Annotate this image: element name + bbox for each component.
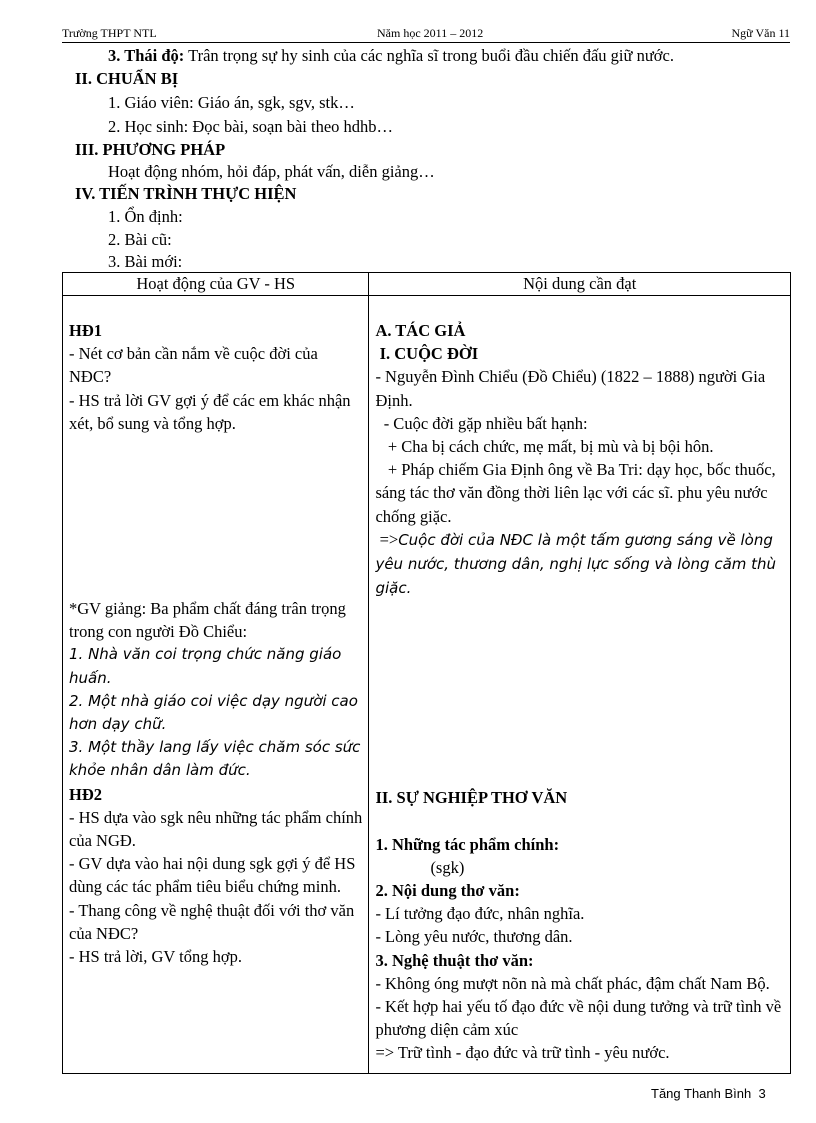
hd2-item-c: - Thang công về nghệ thuật đối với thơ văn của NĐC? <box>69 900 355 943</box>
cuoc-doi-heading: I. CUỘC ĐỜI <box>375 344 479 364</box>
cuoc-doi-summary <box>375 528 784 601</box>
noi-dung-2: - Lòng yêu nước, thương dân. <box>375 927 573 947</box>
page-header <box>62 24 790 43</box>
nghe-thuat-1: - Không óng mượt nõn nà mà chất phác, đậm chất Nam Bộ. <box>375 973 770 993</box>
nghe-thuat-2: - Kết hợp hai yếu tố đạo đức về nội dung tưởng và trữ tình về phương diện cảm xúc <box>375 997 782 1040</box>
heading-chuan-bi: II. CHUẨN BỊ <box>75 69 179 88</box>
noi-dung-heading: 2. Nội dung thơ văn: <box>375 881 520 901</box>
hd2-item-a: - HS dựa vào sgk nêu những tác phẩm chính của NGĐ. <box>69 807 363 851</box>
hd1-instruction: - HS trả lời GV gợi ý để các em khác nhận xét, bổ sung và tổng hợp. <box>69 390 351 433</box>
table-body-row <box>63 296 791 1074</box>
su-nghiep-heading: II. SỰ NGHIỆP THƠ VĂN <box>375 788 568 808</box>
col-header-content: Nội dung cần đạt <box>369 273 791 296</box>
bai-moi: 3. Bài mới: <box>108 252 183 271</box>
nghe-thuat-heading: 3. Nghệ thuật thơ văn: <box>375 950 534 970</box>
chuan-bi-gv: 1. Giáo viên: Giáo án, sgk, sgv, stk… <box>108 93 355 112</box>
tac-pham-heading: 1. Những tác phẩm chính: <box>375 834 560 854</box>
header-year: Năm học 2011 – 2012 <box>377 26 484 40</box>
phuong-phap-text: Hoạt động nhóm, hỏi đáp, phát vấn, diễn giảng… <box>108 162 435 181</box>
pham-chat-2: 2. Một nhà giáo coi việc dạy người cao hơn dạy chữ. <box>69 691 358 734</box>
tac-gia-heading: A. TÁC GIẢ <box>375 321 466 340</box>
activity-column <box>63 296 369 1074</box>
thai-do-text: Trân trọng sự hy sinh của các nghĩa sĩ trong buổi đầu chiến đấu giữ nước. <box>184 46 674 65</box>
pham-chat-3: 3. Một thầy lang lấy việc chăm sóc sức khỏe nhân dân làm đức. <box>69 738 361 780</box>
footer-author: Tăng Thanh Bình <box>651 1086 752 1101</box>
hd2-label: HĐ2 <box>69 784 102 804</box>
pham-chat-1: 1. Nhà văn coi trọng chức năng giáo huấn. <box>69 645 342 687</box>
header-school: Trường THPT NTL <box>62 26 157 40</box>
tac-pham-sgk: (sgk) <box>430 857 465 877</box>
noi-dung-1: - Lí tưởng đạo đức, nhân nghĩa. <box>375 904 585 924</box>
bai-cu: 2. Bài cũ: <box>108 230 172 249</box>
content-column <box>369 296 791 1074</box>
heading-tien-trinh: IV. TIẾN TRÌNH THỰC HIỆN <box>75 184 297 203</box>
chuan-bi-hs: 2. Học sinh: Đọc bài, soạn bài theo hdhb… <box>108 117 394 136</box>
heading-phuong-phap: III. PHƯƠNG PHÁP <box>75 140 226 159</box>
cuoc-doi-2: - Cuộc đời gặp nhiều bất hạnh: <box>375 413 588 433</box>
hd1-label: HĐ1 <box>69 321 102 340</box>
on-dinh: 1. Ổn định: <box>108 207 183 226</box>
page-footer <box>651 1086 766 1101</box>
footer-page-number: 3 <box>758 1086 766 1101</box>
hd2-item-d: - HS trả lời, GV tổng hợp. <box>69 947 242 967</box>
header-subject: Ngữ Văn 11 <box>731 26 790 40</box>
col-header-activity: Hoạt động của GV - HS <box>63 273 369 296</box>
cuoc-doi-4: + Pháp chiếm Gia Định ông về Ba Tri: dạy học, bốc thuốc, sáng tác thơ văn đồng thời liên lạc với các sĩ. phu yêu nước chống giặc. <box>375 460 780 526</box>
cuoc-doi-summary-text: Cuộc đời của NĐC là một tấm gương sáng về lòng yêu nước, thương dân, nghị lực sống và lòng căm thù giặc. <box>375 530 777 598</box>
thai-do-label: 3. Thái độ: <box>108 46 185 65</box>
lesson-table <box>62 272 791 1074</box>
hd1-question: - Nét cơ bản cần nắm về cuộc đời của NĐC? <box>69 344 318 387</box>
table-header-row <box>63 273 791 296</box>
arrow: => <box>375 529 399 549</box>
hd2-item-b: - GV dựa vào hai nội dung sgk gợi ý để HS dùng các tác phẩm tiêu biểu chứng minh. <box>69 854 356 897</box>
thai-do <box>108 46 674 66</box>
nghe-thuat-3: => Trữ tình - đạo đức và trữ tình - yêu nước. <box>375 1043 670 1063</box>
cuoc-doi-3: + Cha bị cách chức, mẹ mất, bị mù và bị bội hôn. <box>375 437 714 457</box>
cuoc-doi-1: - Nguyễn Đình Chiểu (Đồ Chiểu) (1822 – 1888) người Gia Định. <box>375 367 766 410</box>
gv-giang: *GV giảng: Ba phẩm chất đáng trân trọng trong con người Đồ Chiểu: <box>69 599 346 642</box>
